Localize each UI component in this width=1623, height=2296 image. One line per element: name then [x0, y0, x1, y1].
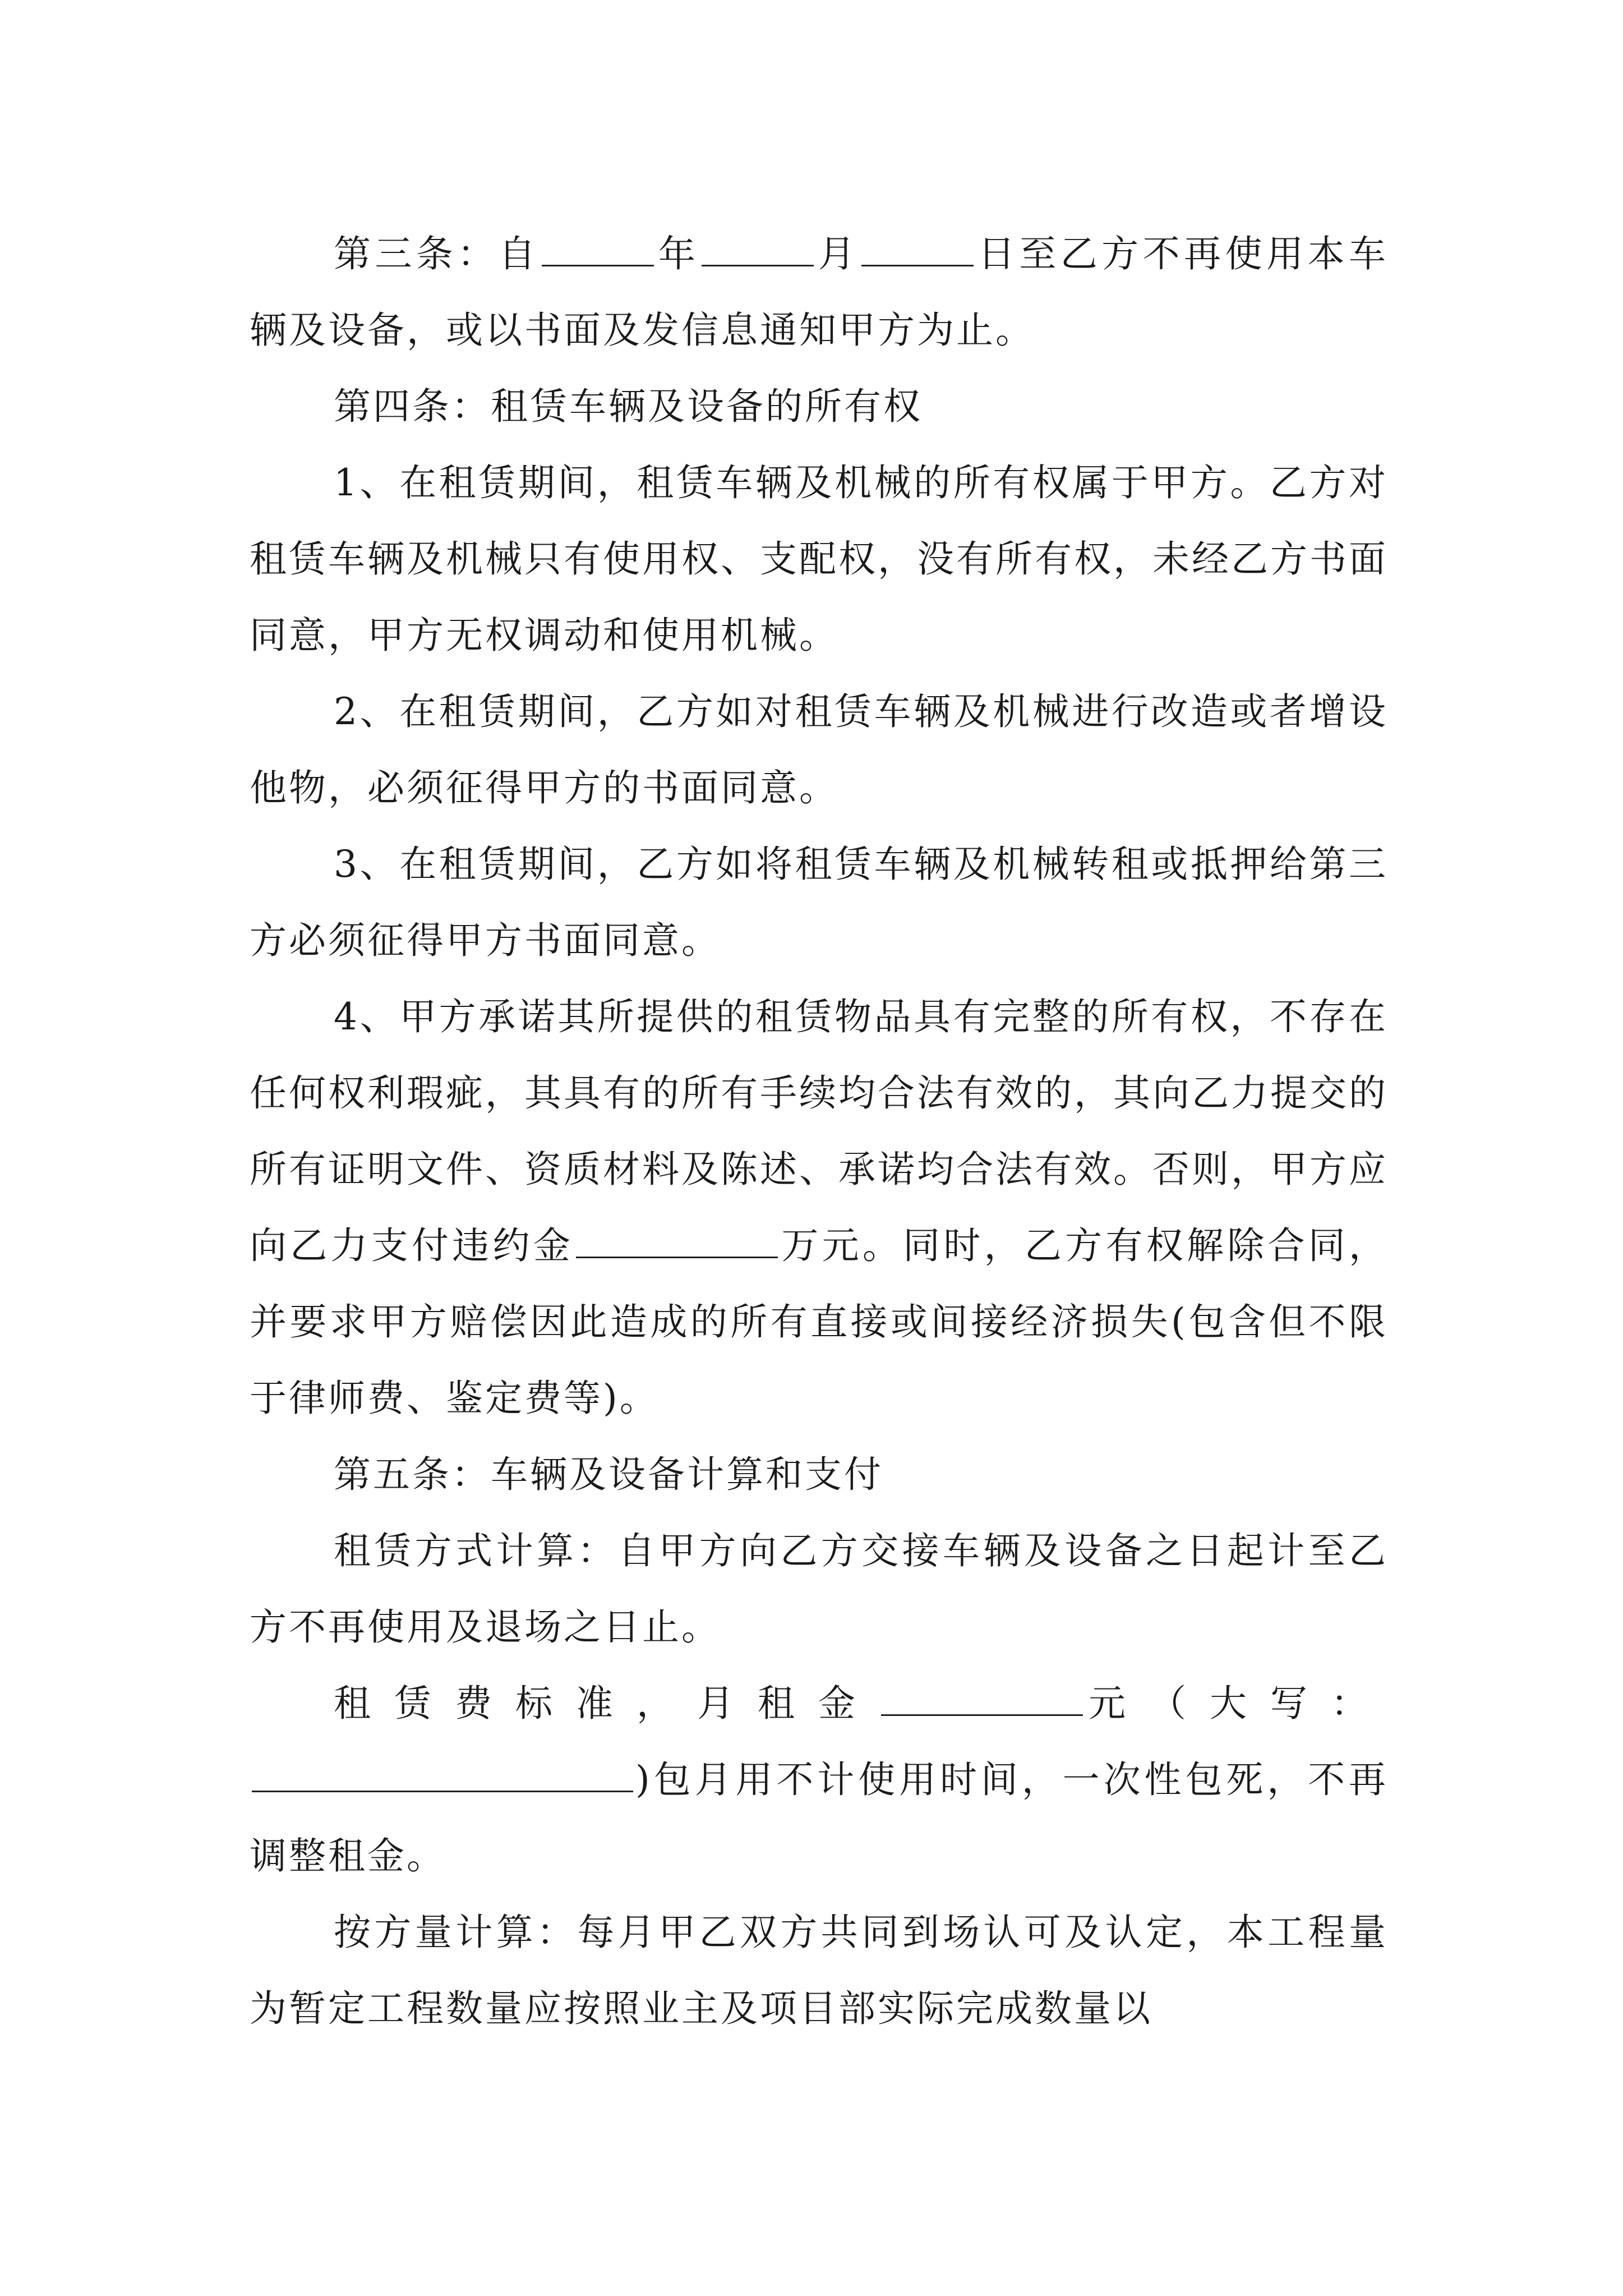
article-4-item-3: 3、在租赁期间，乙方如将租赁车辆及机械转租或抵押给第三方必须征得甲方书面同意。 — [250, 843, 1388, 962]
monthly-rent-blank — [881, 1677, 1083, 1716]
year-blank — [542, 228, 654, 266]
fee-uppercase-label: 元（大写： — [1085, 1682, 1388, 1725]
month-blank — [702, 228, 814, 266]
rental-fee-paragraph — [250, 1665, 1388, 1894]
month-label: 月 — [816, 232, 860, 275]
day-blank — [861, 228, 974, 266]
article-3-paragraph — [250, 216, 1388, 369]
penalty-amount-blank — [576, 1220, 778, 1258]
fee-standard-text: 租赁费标准，月租金 — [334, 1682, 879, 1725]
item-4-text-b: 万元。同时，乙方有权解除合同，并要求甲方赔偿因此造成的所有直接或间接经济损失(包含但不限于律师费、鉴定费等)。 — [250, 1224, 1389, 1420]
article-3-rest: 日至乙方不再使用本车辆及设备，或以书面及发信息通知甲方为止。 — [250, 232, 1389, 352]
volume-calculation-paragraph: 按方量计算：每月甲乙双方共同到场认可及认定，本工程量为暂定工程数量应按照业主及项目部实际完成数量以 — [250, 1911, 1388, 2030]
article-4-item-4 — [250, 979, 1388, 1437]
uppercase-amount-blank — [252, 1754, 633, 1792]
fee-rest-text: )包月用不计使用时间，一次性包死，不再调整租金。 — [250, 1758, 1388, 1878]
article-4-heading: 第四条：租赁车辆及设备的所有权 — [334, 385, 923, 428]
article-4-item-2: 2、在租赁期间，乙方如对租赁车辆及机械进行改造或者增设他物，必须征得甲方的书面同意。 — [250, 690, 1388, 809]
article-5-heading: 第五条：车辆及设备计算和支付 — [334, 1453, 883, 1496]
rental-calculation-paragraph: 租赁方式计算：自甲方向乙方交接车辆及设备之日起计至乙方不再使用及退场之日止。 — [250, 1529, 1388, 1649]
article-4-item-1: 1、在租赁期间，租赁车辆及机械的所有权属于甲方。乙方对租赁车辆及机械只有使用权、支配权，没有所有权，未经乙方书面同意，甲方无权调动和使用机械。 — [250, 461, 1388, 657]
document-page — [250, 216, 1388, 2047]
article-3-lead: 第三条：自 — [334, 232, 540, 275]
item-4-text-a: 4、甲方承诺其所提供的租赁物品具有完整的所有权，不存在任何权利瑕疵，其具有的所有手续均合法有效的，其向乙力提交的所有证明文件、资质材料及陈述、承诺均合法有效。否则，甲方应向乙力支付违约金 — [250, 995, 1388, 1267]
year-label: 年 — [656, 232, 700, 275]
